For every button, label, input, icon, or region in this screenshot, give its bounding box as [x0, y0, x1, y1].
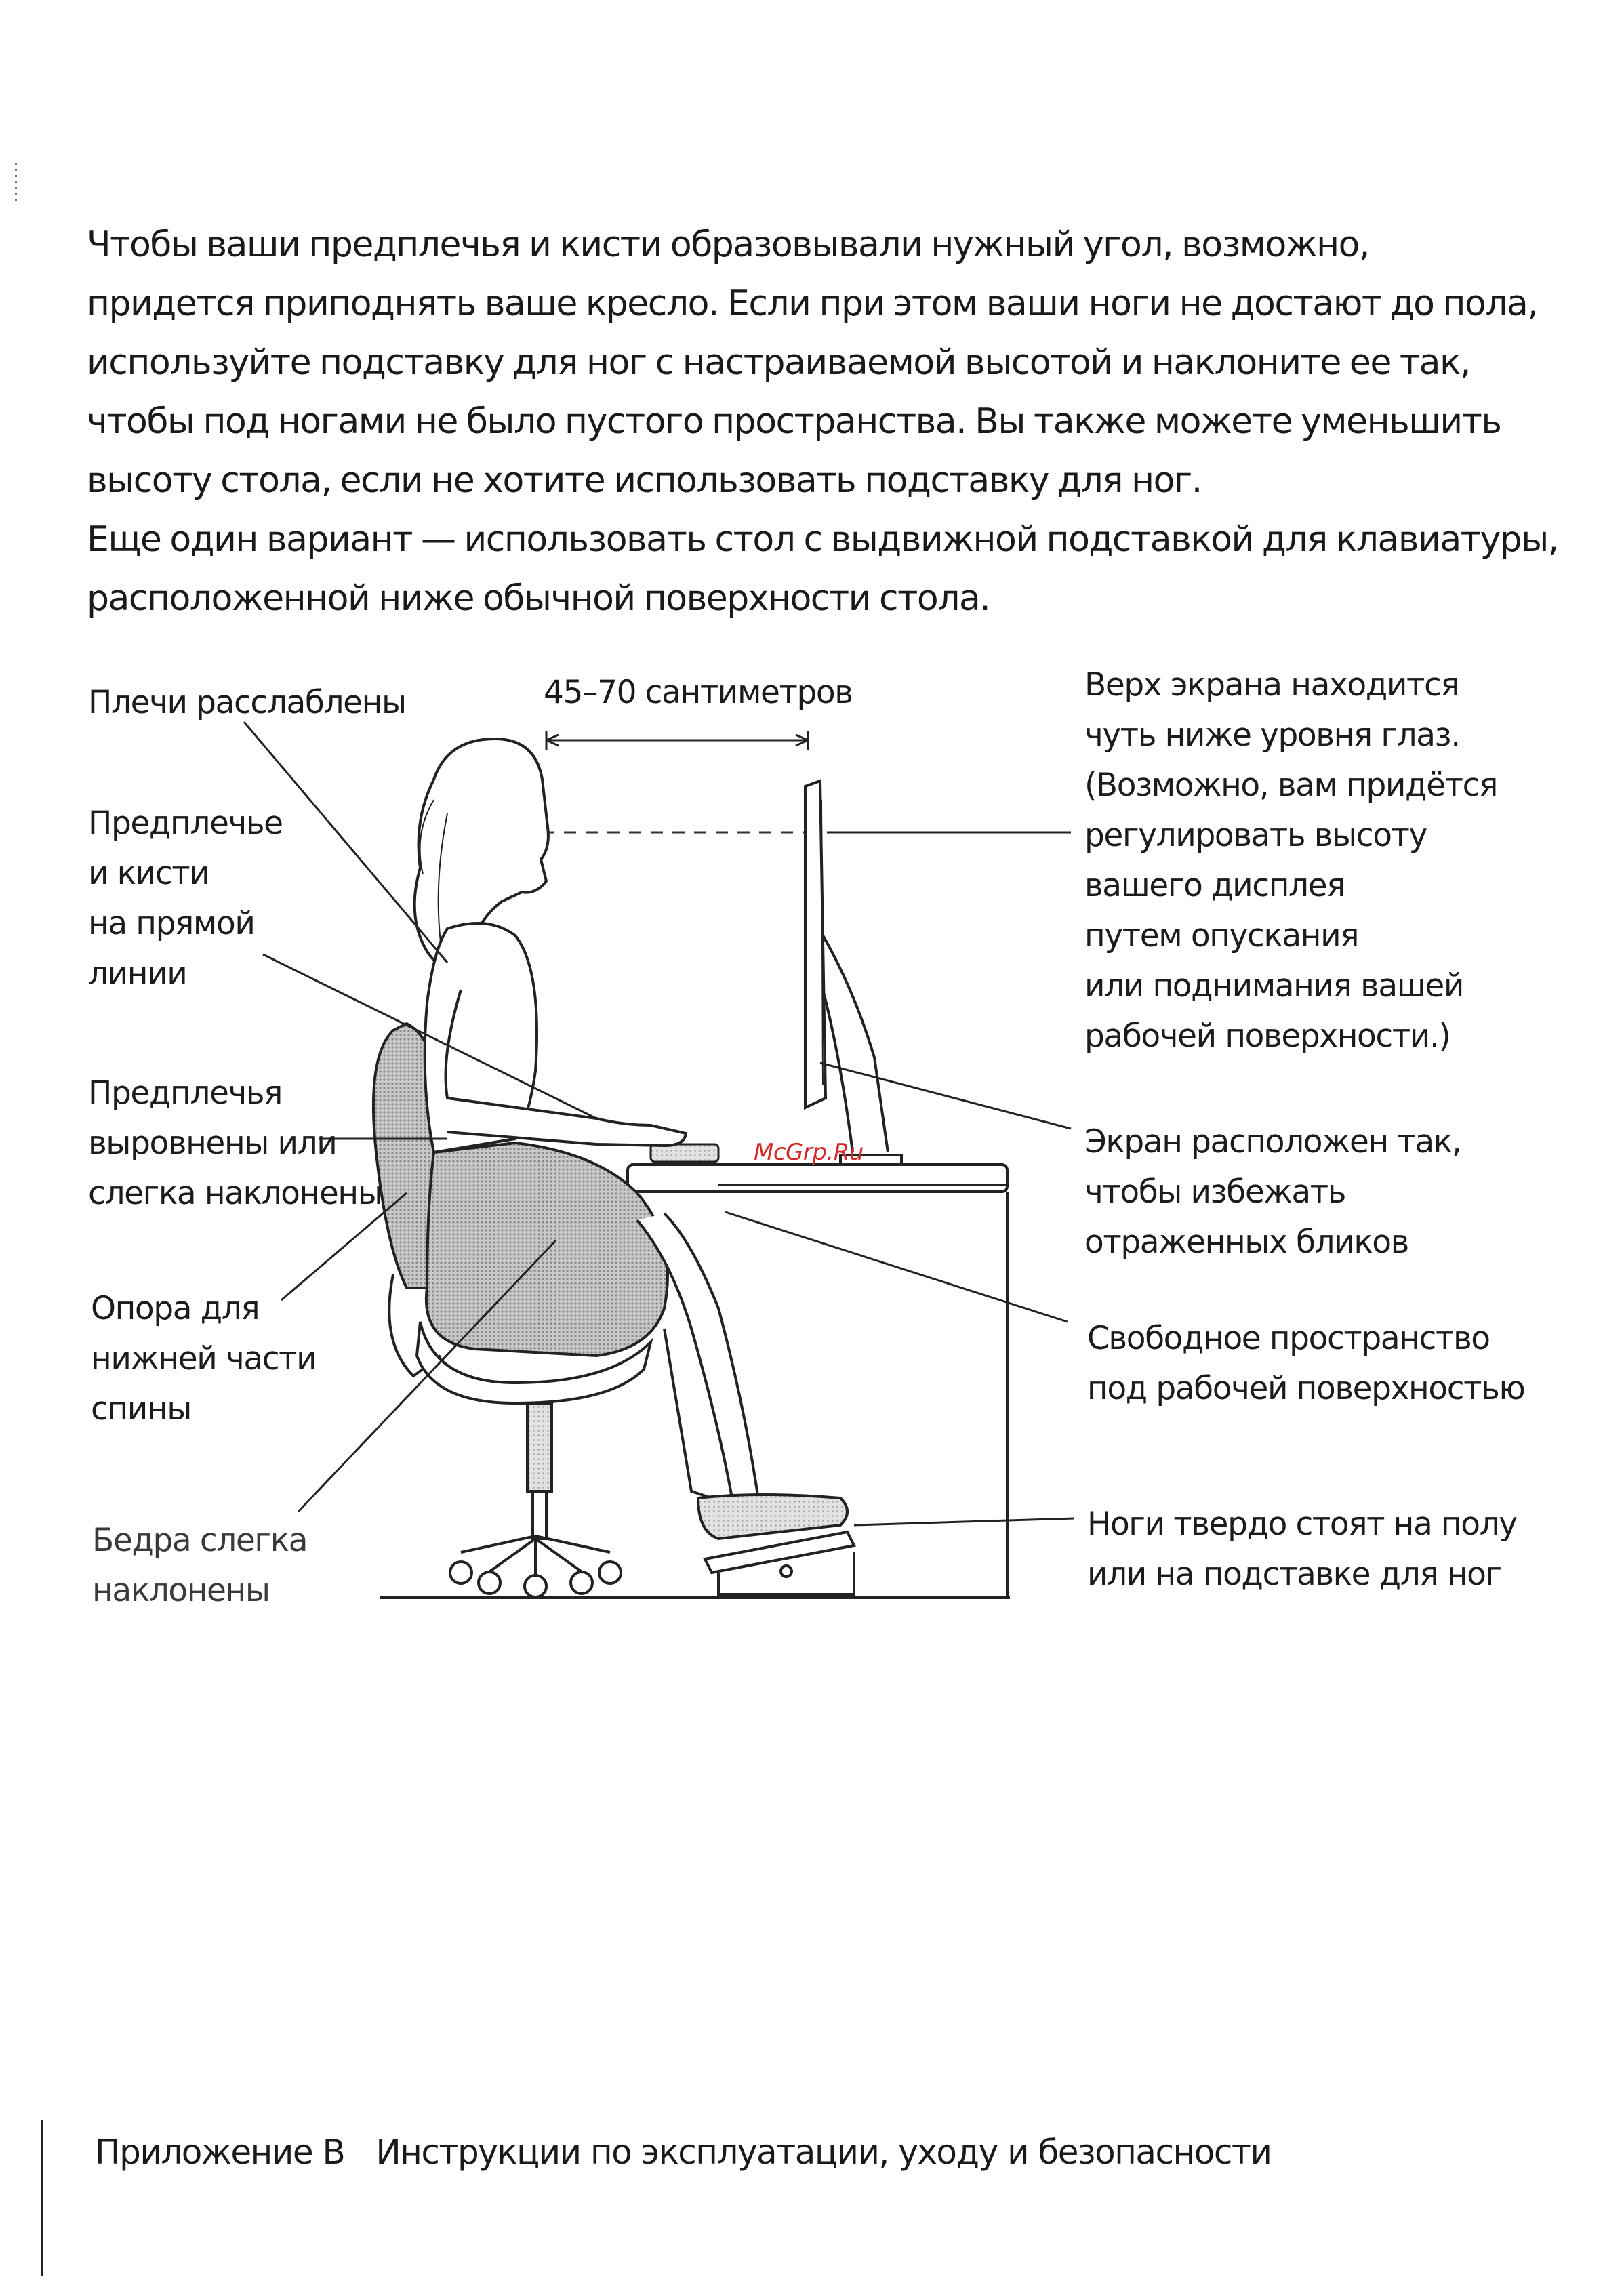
label-line: Ноги твердо стоят на полу	[1087, 1506, 1517, 1543]
label-line: Опора для	[91, 1290, 260, 1327]
label-line: Предплечья	[88, 1074, 283, 1112]
label-line: чтобы избежать	[1084, 1173, 1345, 1211]
distance-label: 45–70 сантиметров	[544, 674, 853, 711]
label-line: или поднимания вашей	[1084, 967, 1464, 1005]
label-line: на прямой	[88, 905, 255, 942]
label-line: рабочей поверхности.)	[1084, 1017, 1450, 1055]
distance-dimension-line	[546, 731, 808, 750]
label-line: Предплечье	[88, 805, 283, 842]
label-line: выровнены или	[88, 1125, 337, 1162]
body-line: расположенной ниже обычной поверхности стола.	[87, 578, 990, 619]
label-screen-glare	[1084, 1117, 1461, 1268]
label-line: Экран расположен так,	[1084, 1123, 1461, 1160]
label-forearm-hands	[88, 799, 283, 999]
label-line: и кисти	[88, 855, 209, 892]
label-line: Верх экрана находится	[1084, 666, 1459, 704]
label-line: Свободное пространство	[1087, 1320, 1490, 1357]
label-line: линии	[88, 955, 187, 992]
label-line: наклонены	[92, 1572, 270, 1609]
label-line: спины	[91, 1390, 191, 1428]
desk	[628, 1165, 1007, 1598]
label-line: отраженных бликов	[1084, 1224, 1408, 1261]
label-line: (Возможно, вам придётся	[1084, 767, 1497, 804]
watermark: McGrp.Ru	[754, 1139, 864, 1166]
label-thighs	[92, 1516, 307, 1616]
label-line: вашего дисплея	[1084, 867, 1345, 904]
body-line: высоту стола, если не хотите использовать подставку для ног.	[87, 460, 1202, 501]
label-line: нижней части	[91, 1340, 317, 1377]
footer-section: Приложение B	[95, 2133, 345, 2172]
label-lower-back	[91, 1284, 316, 1434]
label-clearance	[1087, 1314, 1525, 1414]
label-line: слегка наклонены	[88, 1175, 382, 1212]
label-line: или на подставке для ног	[1087, 1556, 1501, 1593]
label-feet	[1087, 1499, 1517, 1600]
body-line: чтобы под ногами не было пустого пространства. Вы также можете уменьшить	[87, 401, 1501, 442]
page-footer	[95, 2133, 1271, 2172]
monitor	[805, 781, 901, 1165]
label-line: регулировать высоту	[1084, 817, 1427, 854]
body-line: Чтобы ваши предплечья и кисти образовывали нужный угол, возможно,	[87, 224, 1369, 265]
label-shoulders	[88, 678, 406, 728]
body-line: используйте подставку для ног с настраиваемой высотой и наклоните ее так,	[87, 342, 1470, 383]
keyboard	[651, 1144, 718, 1162]
body-line: придется приподнять ваше кресло. Если при этом ваши ноги не достают до пола,	[87, 283, 1538, 324]
label-screen-top	[1084, 660, 1497, 1062]
label-line: Бедра слегка	[92, 1522, 308, 1559]
label-line: чуть ниже уровня глаз.	[1084, 716, 1460, 754]
footer-title: Инструкции по эксплуатации, уходу и безопасности	[375, 2133, 1272, 2172]
label-line: путем опускания	[1084, 917, 1359, 954]
footrest	[705, 1532, 854, 1594]
body-line: Еще один вариант — использовать стол с выдвижной подставкой для клавиатуры,	[87, 519, 1558, 560]
label-line: Плечи расслаблены	[88, 684, 406, 721]
label-forearms-level	[88, 1068, 382, 1219]
label-line: под рабочей поверхностью	[1087, 1370, 1525, 1407]
